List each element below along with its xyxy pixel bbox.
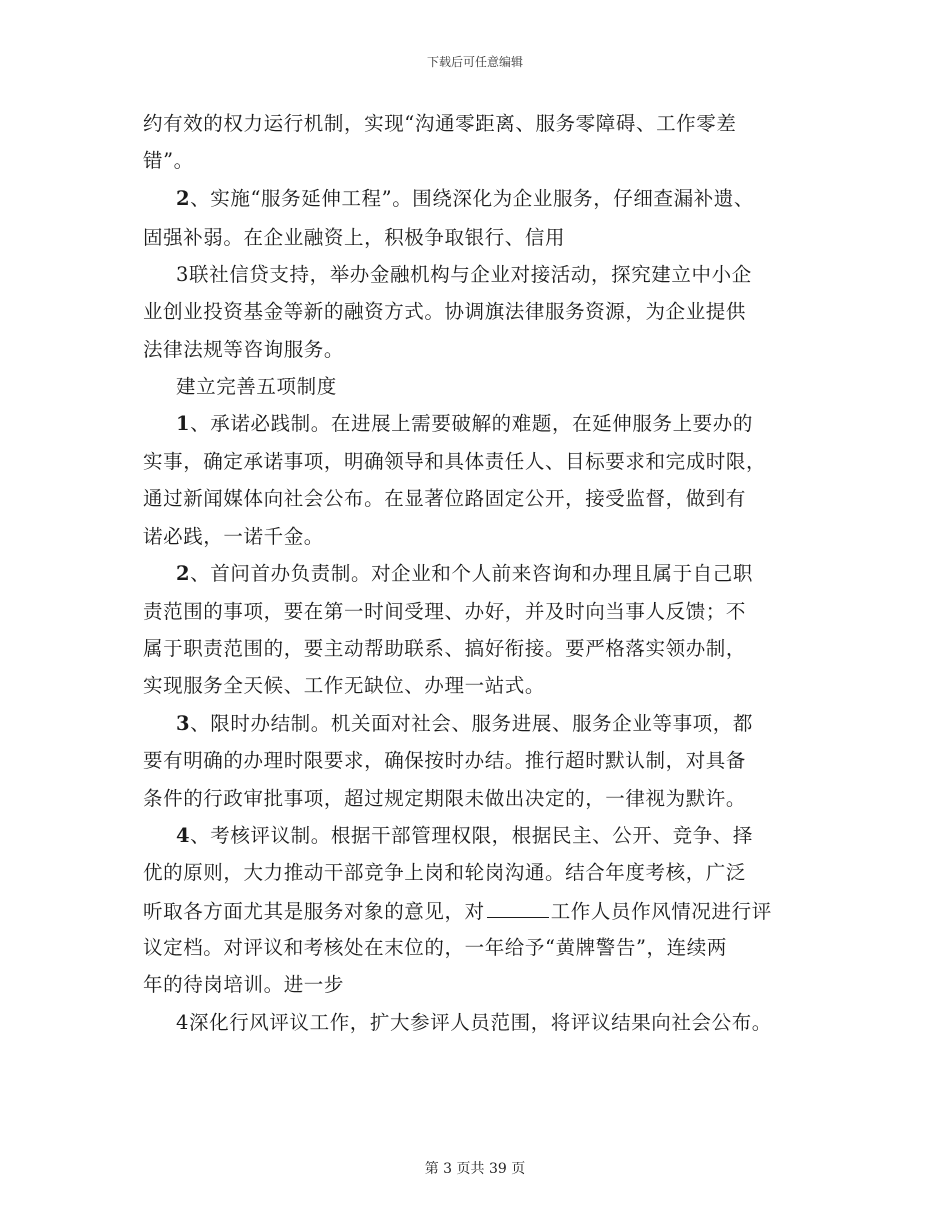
text-line	[176, 562, 753, 586]
text-line: 业创业投资基金等新的融资方式。协调旗法律服务资源，为企业提供	[143, 300, 747, 323]
text-line: 责范围的事项，要在第一时间受理、办好，并及时向当事人反馈；不	[143, 600, 747, 623]
line-text: 、实施“服务延伸工程”。围绕深化为企业服务，仔细查漏补遗、	[190, 187, 755, 210]
text-line: 条件的行政审批事项，超过规定期限未做出决定的，一律视为默许。	[143, 787, 747, 810]
text-line	[176, 712, 753, 736]
page-header: 下载后可任意编辑	[426, 55, 523, 69]
text-line: 实事，确定承诺事项，明确领导和具体责任人、目标要求和完成时限，	[143, 450, 767, 473]
section-heading: 建立完善五项制度	[176, 375, 337, 398]
line-text: 、考核评议制。根据干部管理权限，根据民主、公开、竞争、择	[190, 824, 753, 847]
item-number: 2	[176, 562, 191, 585]
line-text: 、首问首办负责制。对企业和个人前来咨询和办理且属于自己职	[190, 562, 753, 585]
item-number: 2	[176, 187, 191, 210]
text-line: 固强补弱。在企业融资上，积极争取银行、信用	[143, 226, 566, 249]
line-text: 听取各方面尤其是服务对象的意见，对	[143, 900, 485, 923]
item-number: 1	[176, 412, 191, 435]
item-number: 3	[176, 712, 191, 735]
text-line: 优的原则，大力推动干部竞争上岗和轮岗沟通。结合年度考核，广泛	[143, 861, 747, 884]
text-line	[143, 899, 772, 924]
line-text: 、承诺必践制。在进展上需要破解的难题，在延伸服务上要办的	[190, 412, 753, 435]
text-line	[176, 824, 753, 848]
text-line: 年的待岗培训。进一步	[143, 973, 345, 996]
text-line: 议定档。对评议和考核处在末位的，一年给予“黄牌警告”，连续两	[143, 936, 727, 959]
text-line: 诺必践，一诺千金。	[143, 525, 324, 548]
text-line	[176, 412, 753, 436]
text-line: 属于职责范围的，要主动帮助联系、搞好衔接。要严格落实领办制，	[143, 637, 747, 660]
text-line: 约有效的权力运行机制，实现“沟通零距离、服务零障碍、工作零差	[143, 112, 737, 135]
text-line	[176, 187, 754, 211]
text-line: 3联社信贷支持，举办金融机构与企业对接活动，探究建立中小企	[176, 263, 752, 286]
line-text: 工作人员作风情况进行评	[550, 900, 772, 923]
text-line: 实现服务全天候、工作无缺位、办理一站式。	[143, 674, 546, 697]
text-line: 通过新闻媒体向社会公布。在显著位路固定公开，接受监督，做到有	[143, 487, 747, 510]
line-text: 、限时办结制。机关面对社会、服务进展、服务企业等事项，都	[190, 712, 753, 735]
text-line: 错”。	[143, 149, 194, 172]
text-line: 4深化行风评议工作，扩大参评人员范围，将评议结果向社会公布。	[176, 1011, 772, 1034]
item-number: 4	[176, 824, 191, 847]
text-line: 要有明确的办理时限要求，确保按时办结。推行超时默认制，对具备	[143, 749, 747, 772]
page-footer: 第 3 页共 39 页	[424, 1161, 526, 1177]
fill-blank	[487, 899, 549, 918]
text-line: 法律法规等咨询服务。	[143, 338, 345, 361]
